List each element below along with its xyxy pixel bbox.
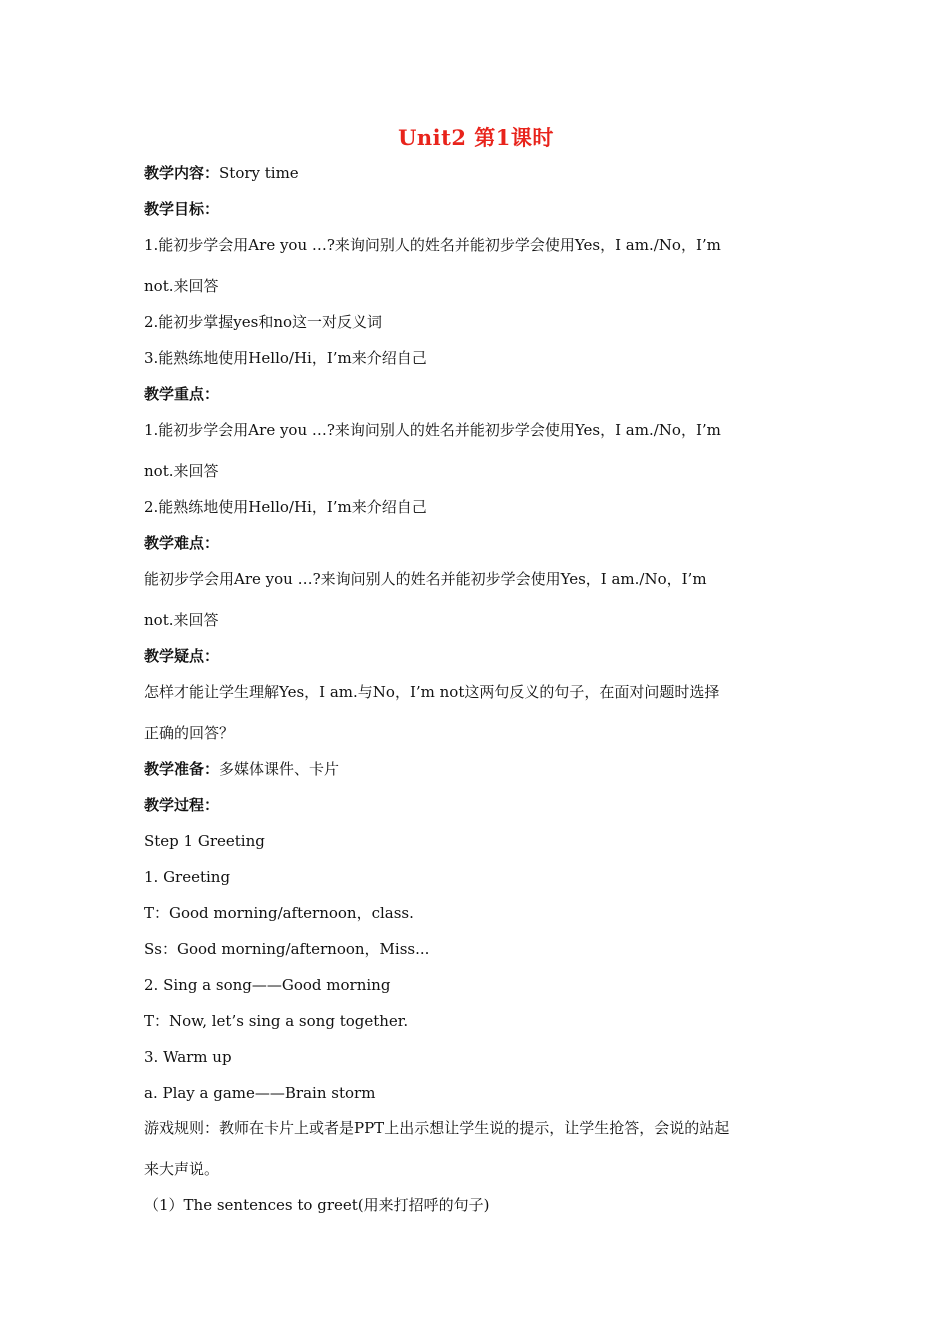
page-title: Unit2 第1课时 (398, 125, 554, 150)
doubts-label: 教学疑点： (144, 647, 220, 665)
preparation-value: 多媒体课件、卡片 (219, 760, 340, 778)
key-points-item2: 2.能熟练地使用Hello/Hi，I’m来介绍自己 (144, 498, 427, 516)
difficulties-line2: not.来回答 (144, 611, 219, 629)
process-step1: Step 1 Greeting (144, 832, 265, 850)
process-label: 教学过程： (144, 796, 220, 814)
process-students-line: Ss：Good morning/afternoon，Miss... (144, 940, 430, 958)
process-rules-line1: 游戏规则：教师在卡片上或者是PPT上出示想让学生说的提示，让学生抢答，会说的站起 (144, 1119, 730, 1137)
difficulties-label: 教学难点： (144, 534, 220, 552)
doubts-line1: 怎样才能让学生理解Yes，I am.与No，I’m not这两句反义的句子，在面对问题时选择 (144, 683, 720, 701)
process-song-line: T：Now, let’s sing a song together. (144, 1012, 409, 1030)
content-value: Story time (219, 164, 299, 182)
objectives-item2: 2.能初步掌握yes和no这一对反义词 (144, 313, 383, 331)
objectives-label: 教学目标： (144, 200, 220, 218)
content-label: 教学内容： (144, 164, 220, 182)
key-points-item1-line1: 1.能初步学会用Are you …?来询问别人的姓名并能初步学会使用Yes，I am./No，I’m (144, 421, 721, 439)
process-greeting-title: 1. Greeting (144, 868, 231, 886)
key-points-item1-line2: not.来回答 (144, 462, 219, 480)
process-rules-line2: 来大声说。 (144, 1160, 220, 1178)
process-teacher-line: T：Good morning/afternoon，class. (144, 904, 414, 922)
key-points-label: 教学重点： (144, 385, 220, 403)
preparation-line (144, 759, 339, 779)
process-warmup-title: 3. Warm up (144, 1048, 232, 1066)
content-line (144, 163, 299, 183)
objectives-item1-line1: 1.能初步学会用Are you …?来询问别人的姓名并能初步学会使用Yes，I am./No，I’m (144, 236, 721, 254)
process-game-title: a. Play a game——Brain storm (144, 1084, 376, 1102)
process-sentence1: （1）The sentences to greet(用来打招呼的句子) (144, 1196, 490, 1214)
process-song-title: 2. Sing a song——Good morning (144, 976, 391, 994)
objectives-item1-line2: not.来回答 (144, 277, 219, 295)
doubts-line2: 正确的回答？ (144, 724, 235, 742)
objectives-item3: 3.能熟练地使用Hello/Hi，I’m来介绍自己 (144, 349, 427, 367)
difficulties-line1: 能初步学会用Are you …?来询问别人的姓名并能初步学会使用Yes，I am./No，I’m (144, 570, 707, 588)
preparation-label: 教学准备： (144, 760, 220, 778)
